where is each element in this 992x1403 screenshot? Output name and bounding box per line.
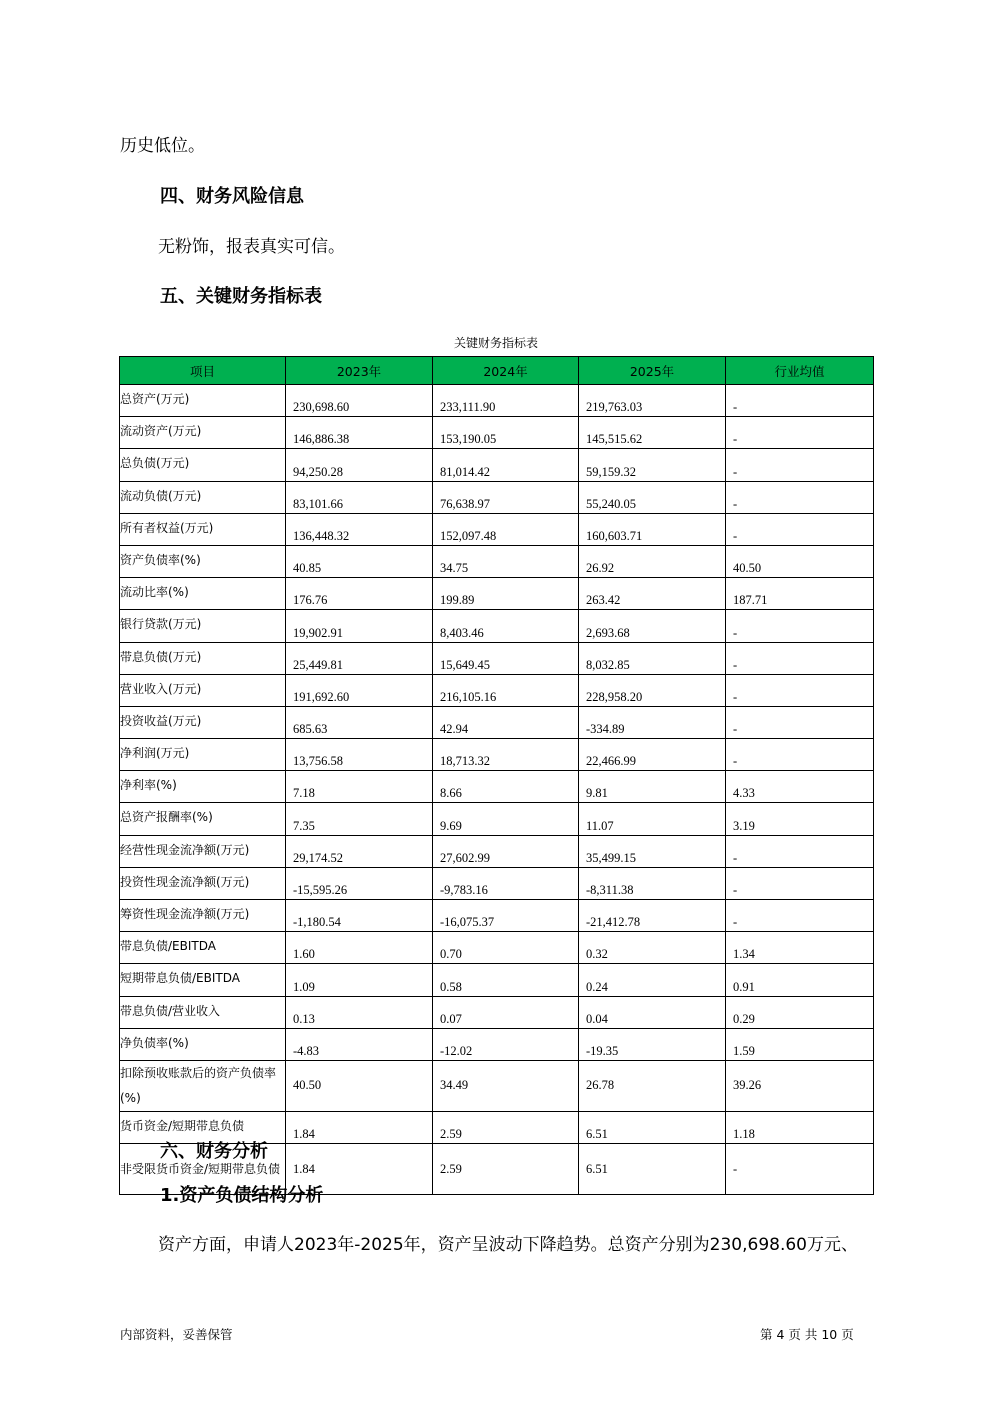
value-cell: -12.02 [433, 1028, 579, 1060]
section-heading-analysis: 六、财务分析 [160, 1141, 268, 1162]
table-row [120, 900, 874, 932]
value-cell: 35,499.15 [579, 835, 726, 867]
table-row [120, 610, 874, 642]
value-cell: 59,159.32 [579, 449, 726, 481]
section-heading-indicators: 五、关键财务指标表 [160, 286, 322, 307]
column-header: 2023年 [286, 357, 433, 385]
table-row [120, 964, 874, 996]
row-label-cell: 带息负债/EBITDA [120, 932, 286, 964]
column-header: 2024年 [433, 357, 579, 385]
value-cell: 7.18 [286, 771, 433, 803]
value-cell: 15,649.45 [433, 642, 579, 674]
value-cell: 153,190.05 [433, 417, 579, 449]
value-cell: 191,692.60 [286, 674, 433, 706]
value-cell: 230,698.60 [286, 385, 433, 417]
row-label-cell: 投资收益(万元) [120, 706, 286, 738]
value-cell: -21,412.78 [579, 900, 726, 932]
value-cell: 176.76 [286, 578, 433, 610]
row-label-cell: 总资产报酬率(%) [120, 803, 286, 835]
risk-paragraph: 无粉饰，报表真实可信。 [158, 237, 345, 257]
row-label-cell: 总负债(万元) [120, 449, 286, 481]
value-cell: 0.24 [579, 964, 726, 996]
row-label-cell: 净负债率(%) [120, 1028, 286, 1060]
row-label-cell: 货币资金/短期带息负债 [120, 1111, 286, 1143]
value-cell: -334.89 [579, 706, 726, 738]
value-cell: 55,240.05 [579, 481, 726, 513]
table-row [120, 835, 874, 867]
value-cell: 9.69 [433, 803, 579, 835]
table-row [120, 513, 874, 545]
value-cell: - [726, 417, 874, 449]
value-cell: 9.81 [579, 771, 726, 803]
row-label-cell: 经营性现金流净额(万元) [120, 835, 286, 867]
value-cell: - [726, 739, 874, 771]
table-header-row [120, 357, 874, 385]
column-header: 行业均值 [726, 357, 874, 385]
value-cell: -9,783.16 [433, 867, 579, 899]
value-cell: -4.83 [286, 1028, 433, 1060]
value-cell: 22,466.99 [579, 739, 726, 771]
value-cell: 199.89 [433, 578, 579, 610]
row-label-cell: 流动资产(万元) [120, 417, 286, 449]
table-row [120, 932, 874, 964]
value-cell: 1.18 [726, 1111, 874, 1143]
row-label-cell: 资产负债率(%) [120, 545, 286, 577]
row-label-cell: 营业收入(万元) [120, 674, 286, 706]
value-cell: 18,713.32 [433, 739, 579, 771]
row-label-cell: 净利率(%) [120, 771, 286, 803]
table-row [120, 449, 874, 481]
value-cell: 0.13 [286, 996, 433, 1028]
value-cell: 1.84 [286, 1144, 433, 1195]
value-cell: - [726, 513, 874, 545]
value-cell: 13,756.58 [286, 739, 433, 771]
row-label-cell: 流动比率(%) [120, 578, 286, 610]
table-row [120, 771, 874, 803]
financial-indicators-table [119, 356, 874, 1195]
table-row [120, 706, 874, 738]
value-cell: 219,763.03 [579, 385, 726, 417]
row-label-cell: 银行贷款(万元) [120, 610, 286, 642]
row-label-cell: 筹资性现金流净额(万元) [120, 900, 286, 932]
value-cell: 34.49 [433, 1060, 579, 1111]
column-header: 项目 [120, 357, 286, 385]
value-cell: 25,449.81 [286, 642, 433, 674]
row-label-cell: 带息负债(万元) [120, 642, 286, 674]
value-cell: 6.51 [579, 1144, 726, 1195]
value-cell: 145,515.62 [579, 417, 726, 449]
value-cell: 0.07 [433, 996, 579, 1028]
table-row [120, 481, 874, 513]
value-cell: 0.04 [579, 996, 726, 1028]
row-label-cell: 投资性现金流净额(万元) [120, 867, 286, 899]
value-cell: 1.60 [286, 932, 433, 964]
value-cell: 160,603.71 [579, 513, 726, 545]
value-cell: - [726, 867, 874, 899]
value-cell: 2,693.68 [579, 610, 726, 642]
value-cell: 0.32 [579, 932, 726, 964]
table-row [120, 739, 874, 771]
row-label-cell: 所有者权益(万元) [120, 513, 286, 545]
value-cell: 233,111.90 [433, 385, 579, 417]
value-cell: 1.84 [286, 1111, 433, 1143]
table-row [120, 1060, 874, 1111]
value-cell: 19,902.91 [286, 610, 433, 642]
value-cell: 94,250.28 [286, 449, 433, 481]
value-cell: 29,174.52 [286, 835, 433, 867]
value-cell: 0.91 [726, 964, 874, 996]
value-cell: - [726, 835, 874, 867]
value-cell: 2.59 [433, 1111, 579, 1143]
value-cell: - [726, 706, 874, 738]
row-label-cell: 净利润(万元) [120, 739, 286, 771]
value-cell: 27,602.99 [433, 835, 579, 867]
value-cell: 83,101.66 [286, 481, 433, 513]
footer-note: 内部资料，妥善保管 [120, 1327, 233, 1342]
table-row [120, 996, 874, 1028]
value-cell: - [726, 674, 874, 706]
table-row [120, 674, 874, 706]
value-cell: 4.33 [726, 771, 874, 803]
table-row [120, 578, 874, 610]
value-cell: 40.50 [286, 1060, 433, 1111]
table-row [120, 1028, 874, 1060]
row-label-cell: 非受限货币资金/短期带息负债 [120, 1144, 286, 1195]
value-cell: - [726, 1144, 874, 1195]
table-row [120, 803, 874, 835]
value-cell: 146,886.38 [286, 417, 433, 449]
value-cell: 76,638.97 [433, 481, 579, 513]
table-row [120, 545, 874, 577]
analysis-paragraph: 资产方面，申请人2023年-2025年，资产呈波动下降趋势。总资产分别为230,698.60万元、 [158, 1235, 858, 1255]
value-cell: 81,014.42 [433, 449, 579, 481]
value-cell: -1,180.54 [286, 900, 433, 932]
value-cell: -16,075.37 [433, 900, 579, 932]
table-body [120, 385, 874, 1195]
value-cell: 42.94 [433, 706, 579, 738]
value-cell: 11.07 [579, 803, 726, 835]
table-row [120, 642, 874, 674]
row-label-cell: 短期带息负债/EBITDA [120, 964, 286, 996]
value-cell: - [726, 900, 874, 932]
value-cell: 152,097.48 [433, 513, 579, 545]
value-cell: 34.75 [433, 545, 579, 577]
value-cell: 7.35 [286, 803, 433, 835]
value-cell: 263.42 [579, 578, 726, 610]
value-cell: 3.19 [726, 803, 874, 835]
value-cell: 187.71 [726, 578, 874, 610]
value-cell: - [726, 385, 874, 417]
row-label-cell: 总资产(万元) [120, 385, 286, 417]
value-cell: 0.70 [433, 932, 579, 964]
table-row [120, 867, 874, 899]
row-label-cell: 流动负债(万元) [120, 481, 286, 513]
subsection-heading: 1.资产负债结构分析 [160, 1185, 324, 1206]
value-cell: 228,958.20 [579, 674, 726, 706]
value-cell: - [726, 481, 874, 513]
value-cell: 39.26 [726, 1060, 874, 1111]
value-cell: -15,595.26 [286, 867, 433, 899]
value-cell: 216,105.16 [433, 674, 579, 706]
page-number: 第 4 页 共 10 页 [760, 1327, 854, 1342]
value-cell: 1.09 [286, 964, 433, 996]
table-row [120, 385, 874, 417]
value-cell: 685.63 [286, 706, 433, 738]
value-cell: 26.78 [579, 1060, 726, 1111]
section-heading-risk: 四、财务风险信息 [160, 186, 304, 207]
value-cell: 1.34 [726, 932, 874, 964]
table-caption: 关键财务指标表 [453, 336, 538, 350]
column-header: 2025年 [579, 357, 726, 385]
value-cell: 8,403.46 [433, 610, 579, 642]
value-cell: -19.35 [579, 1028, 726, 1060]
value-cell: 26.92 [579, 545, 726, 577]
value-cell: 136,448.32 [286, 513, 433, 545]
paragraph-fragment: 历史低位。 [120, 136, 205, 156]
value-cell: 40.85 [286, 545, 433, 577]
value-cell: 40.50 [726, 545, 874, 577]
value-cell: 0.29 [726, 996, 874, 1028]
value-cell: 0.58 [433, 964, 579, 996]
row-label-cell: 带息负债/营业收入 [120, 996, 286, 1028]
value-cell: - [726, 449, 874, 481]
value-cell: - [726, 610, 874, 642]
value-cell: 8.66 [433, 771, 579, 803]
table-row [120, 417, 874, 449]
value-cell: 2.59 [433, 1144, 579, 1195]
value-cell: -8,311.38 [579, 867, 726, 899]
row-label-cell: 扣除预收账款后的资产负债率(%) [120, 1060, 286, 1111]
value-cell: 6.51 [579, 1111, 726, 1143]
value-cell: 1.59 [726, 1028, 874, 1060]
value-cell: 8,032.85 [579, 642, 726, 674]
value-cell: - [726, 642, 874, 674]
